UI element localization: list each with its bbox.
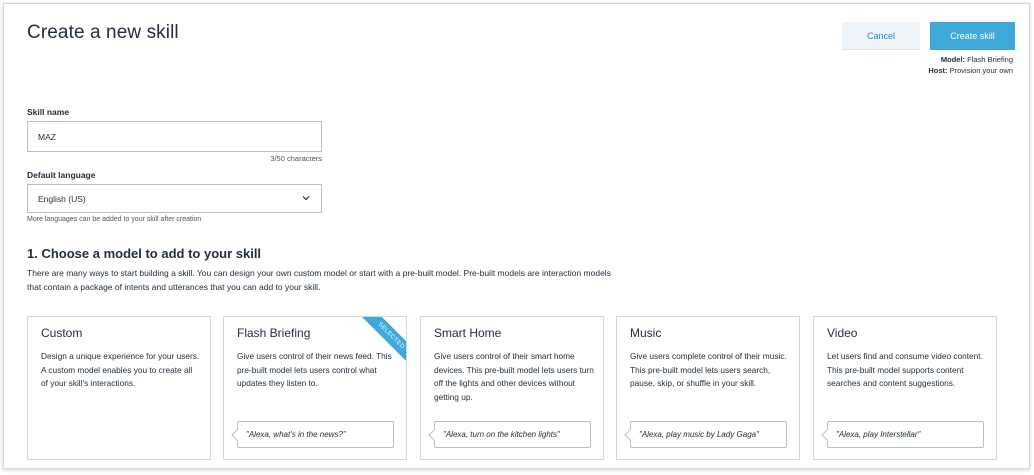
- skill-name-input[interactable]: [27, 121, 322, 152]
- default-language-select[interactable]: [27, 184, 322, 213]
- host-value: Provision your own: [949, 66, 1013, 75]
- sample-utterance: "Alexa, turn on the kitchen lights": [434, 421, 591, 448]
- sample-utterance: "Alexa, play music by Lady Gaga": [630, 421, 787, 448]
- model-card-video[interactable]: [813, 316, 997, 460]
- language-helper-text: More languages can be added to your skill after creation: [27, 216, 202, 223]
- cancel-button[interactable]: Cancel: [842, 22, 920, 50]
- model-card-title: Flash Briefing: [237, 326, 311, 340]
- model-card-description: Let users find and consume video content. This pre-built model supports content searches and content suggestions.: [827, 351, 983, 389]
- skill-summary: [928, 54, 1013, 76]
- model-card-title: Video: [827, 326, 858, 340]
- create-skill-button[interactable]: Create skill: [930, 22, 1015, 50]
- model-card-smart-home[interactable]: [420, 316, 604, 460]
- model-value: Flash Briefing: [967, 55, 1013, 64]
- section-title: 1. Choose a model to add to your skill: [27, 246, 262, 261]
- model-card-description: Give users control of their news feed. This pre-built model lets users control what updates they listen to.: [237, 351, 392, 389]
- model-card-description: Design a unique experience for your users. A custom model enables you to create all of your skill's interactions.: [41, 351, 200, 389]
- model-card-title: Smart Home: [434, 326, 502, 340]
- model-card-title: Custom: [41, 326, 83, 340]
- default-language-label: Default language: [27, 170, 96, 180]
- selected-ribbon: [360, 317, 406, 363]
- selected-language: English (US): [38, 194, 86, 204]
- model-card-flash-briefing[interactable]: [223, 316, 407, 460]
- model-card-description: Give users control of their smart home devices. This pre-built model lets users turn off the lights and other devices without getting up.: [434, 351, 594, 403]
- selected-ribbon-label: SELECTED: [360, 317, 406, 363]
- page-title: Create a new skill: [27, 22, 179, 43]
- create-skill-panel: [3, 3, 1030, 469]
- model-summary: [928, 54, 1013, 65]
- section-description: [27, 266, 697, 294]
- model-key: Model:: [940, 55, 966, 64]
- model-card-custom[interactable]: [27, 316, 211, 460]
- sample-utterance: "Alexa, play Interstellar": [827, 421, 984, 448]
- model-card-music[interactable]: [616, 316, 800, 460]
- section-description-line-1: There are many ways to start building a skill. You can design your own custom model or start with a pre-built model. Pre-built models are interaction models: [27, 268, 611, 278]
- sample-utterance: "Alexa, what's in the news?": [237, 421, 394, 448]
- model-card-description: Give users complete control of their music. This pre-built model lets users search, pause, skip, or shuffle in your skill.: [630, 351, 787, 389]
- model-card-title: Music: [630, 326, 662, 340]
- section-description-line-2: that contain a package of intents and utterances that you can add to your skill.: [27, 282, 321, 292]
- host-key: Host:: [928, 66, 948, 75]
- skill-name-label: Skill name: [27, 107, 70, 117]
- character-count: 3/50 characters: [270, 154, 322, 163]
- chevron-down-icon: [301, 193, 311, 203]
- host-summary: [928, 65, 1013, 76]
